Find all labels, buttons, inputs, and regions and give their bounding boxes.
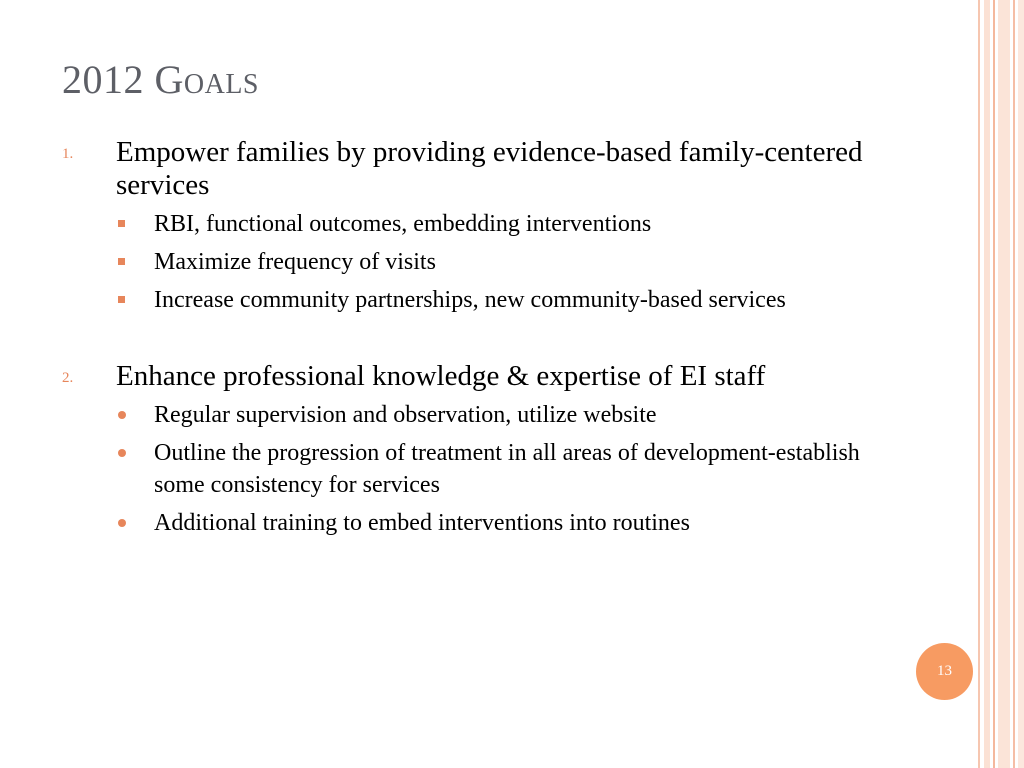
square-bullet-icon [118,258,125,265]
sub-item-text: RBI, functional outcomes, embedding interventions [154,211,652,237]
goal-text: Enhance professional knowledge & expertise of EI staff [116,360,766,392]
sub-item [116,507,892,539]
goal-item [62,360,892,539]
goal-item [62,136,892,316]
sub-item [116,284,892,316]
goal-number: 2. [62,370,74,386]
decorative-stripe [984,0,990,768]
dot-bullet-icon [118,411,126,419]
sub-item [116,437,892,501]
sub-items-list [116,399,892,539]
sub-item-text: Maximize frequency of visits [154,249,436,275]
sub-items-list [116,208,892,316]
sub-item [116,399,892,431]
slide-title: 2012 Goals [62,57,260,102]
sub-item-text: Regular supervision and observation, utilize website [154,402,657,428]
sub-item [116,246,892,278]
sub-item-text: Outline the progression of treatment in all areas of development-establish some consistency for services [154,440,860,498]
decorative-stripe [998,0,1010,768]
decorative-stripe [978,0,980,768]
sub-item [116,208,892,240]
decorative-stripe [1013,0,1015,768]
sub-item-text: Increase community partnerships, new community-based services [154,287,786,313]
goal-number: 1. [62,146,74,162]
decorative-stripe [1018,0,1024,768]
dot-bullet-icon [118,449,126,457]
decorative-stripe [993,0,995,768]
goals-list [62,136,892,539]
page-number-badge [916,643,973,700]
square-bullet-icon [118,220,125,227]
sub-item-text: Additional training to embed interventions into routines [154,510,690,536]
dot-bullet-icon [118,519,126,527]
square-bullet-icon [118,296,125,303]
page-number: 13 [937,663,952,679]
goal-text: Empower families by providing evidence-based family-centered services [116,136,863,201]
